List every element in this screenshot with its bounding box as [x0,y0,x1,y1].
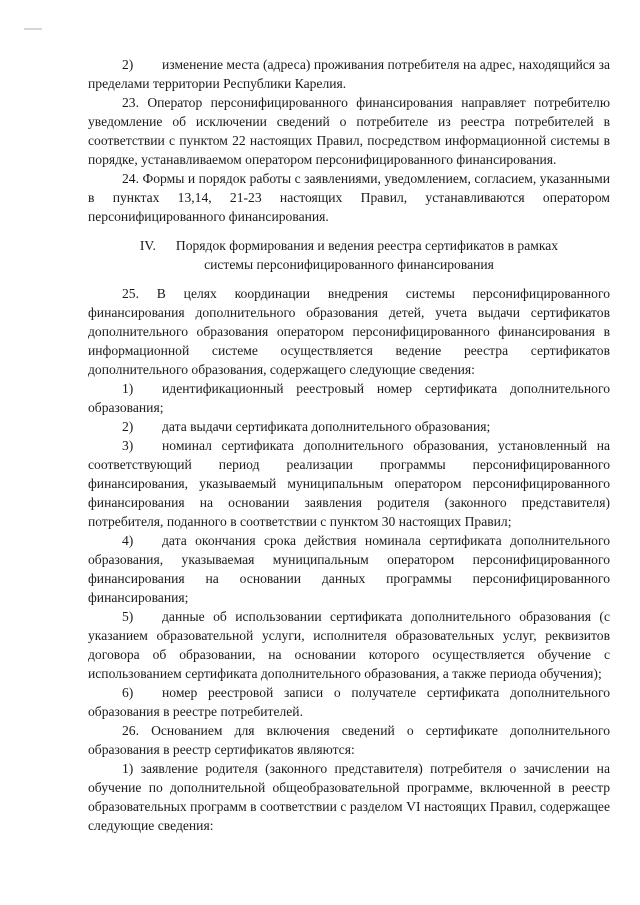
section-number: IV. [139,238,156,253]
list-item [88,531,610,607]
paragraph: 24. Формы и порядок работы с заявлениями, уведомлением, согласием, указанными в пунктах 13,14, 21-23 настоящих Правил, устанавливаются оператором персонифицированного финансирования. [88,171,610,224]
list-item-text: изменение места (адреса) проживания потребителя на адрес, находящийся за пределами территории Республики Карелия. [88,57,610,91]
paragraph: 26. Основанием для включения сведений о сертификате дополнительного образования в реестр сертификатов являются: [88,723,610,757]
section-title-line-1: Порядок формирования и ведения реестра сертификатов в рамках [175,238,559,253]
list-item [88,683,610,721]
list-item [88,607,610,683]
list-item [88,436,610,531]
list-item-text: дата выдачи сертификата дополнительного образования; [162,419,491,434]
list-item-number: 4) [122,533,134,548]
list-item-text: номинал сертификата дополнительного образования, установленный на соответствующий период реализации программы персонифицированного финансирования, указываемый муниципальным оператором персонифицированного финансирования на основании заявления родителя (законного представителя) потребителя, поданного в соответствии с пунктом 30 настоящих Правил; [88,438,610,529]
list-item-number: 5) [122,609,134,624]
list-item-number: 1) [122,381,134,396]
list-item [88,379,610,417]
list-item-number: 2) [122,57,134,72]
list-item-text: номер реестровой записи о получателе сертификата дополнительного образования в реестре потребителей. [88,685,610,719]
list-item-number: 3) [122,438,134,453]
list-item-number: 2) [122,419,134,434]
document-body [88,55,610,835]
list-item-text: идентификационный реестровый номер сертификата дополнительного образования; [88,381,610,415]
scan-artifact [24,28,42,30]
list-item [88,55,610,93]
section-title-line-2: системы персонифицированного финансирования [204,257,494,272]
paragraph: 1) заявление родителя (законного представителя) потребителя о зачислении на обучение по дополнительной общеобразовательной программе, включенной в реестр образовательных программ в соответствии с разделом VI настоящих Правил, содержащее следующие сведения: [88,761,610,833]
section-heading [88,236,610,274]
list-item-number: 6) [122,685,134,700]
paragraph: 25. В целях координации внедрения системы персонифицированного финансирования дополнительного образования детей, учета выдачи сертификатов дополнительного образования оператором персонифицированного финансирования в информационной системе осуществляется ведение реестра сертификатов дополнительного образования, содержащего следующие сведения: [88,286,610,377]
paragraph: 23. Оператор персонифицированного финансирования направляет потребителю уведомление об исключении сведений о потребителе из реестра потребителей в соответствии с пунктом 22 настоящих Правил, посредством информационной системы в порядке, устанавливаемом оператором персонифицированного финансирования. [88,95,610,167]
list-item-text: данные об использовании сертификата дополнительного образования (с указанием образовательной услуги, исполнителя образовательных услуг, реквизитов договора об образовании, на основании которого осуществляется обучение с использованием сертификата дополнительного образования, а также периода обучения); [88,609,610,681]
list-item-text: дата окончания срока действия номинала сертификата дополнительного образования, указываемая муниципальным оператором персонифицированного финансирования на основании данных программы персонифицированного финансирования; [88,533,610,605]
list-item [88,417,610,436]
